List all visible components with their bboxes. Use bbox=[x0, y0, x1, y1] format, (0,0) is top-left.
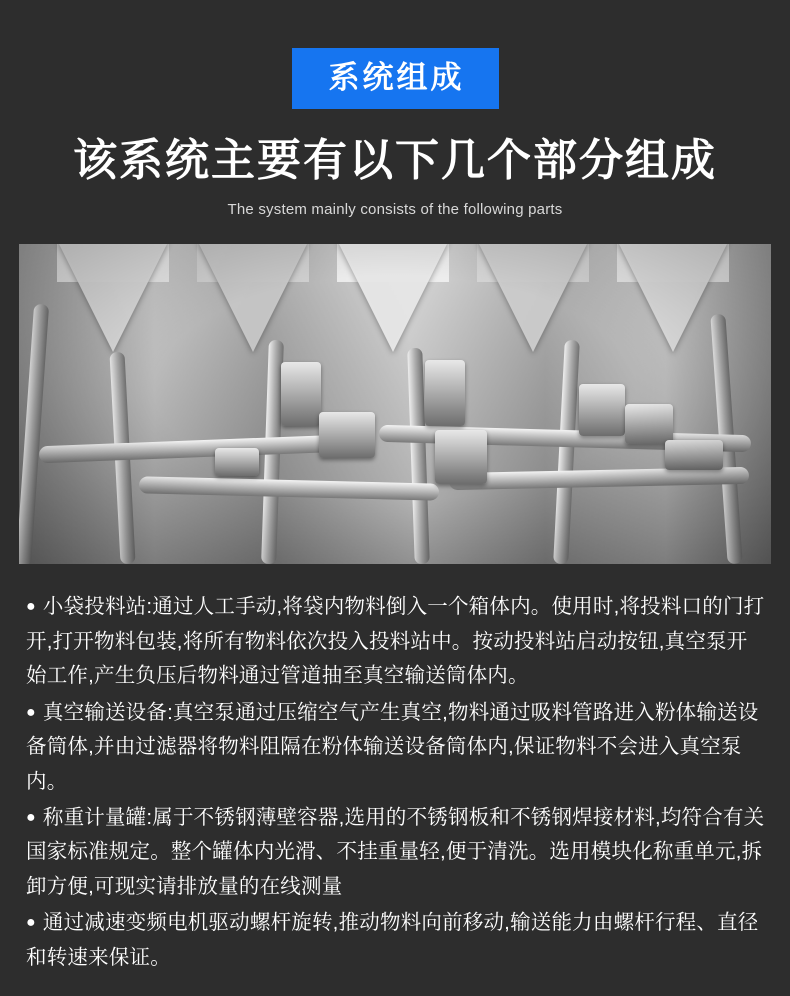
list-item bbox=[26, 801, 768, 904]
bullet-icon: ● bbox=[26, 809, 36, 827]
description-list bbox=[26, 590, 768, 975]
list-item-text: 真空输送设备:真空泵通过压缩空气产生真空,物料通过吸料管路进入粉体输送设备筒体,并由过滤器将物料阻隔在粉体输送设备筒体内,保证物料不会进入真空泵内。 bbox=[26, 700, 759, 793]
badge-row bbox=[0, 0, 790, 109]
list-item bbox=[26, 590, 768, 693]
bullet-icon: ● bbox=[26, 703, 36, 721]
photo-vignette bbox=[19, 244, 771, 564]
equipment-photo bbox=[19, 244, 771, 564]
list-item bbox=[26, 696, 768, 799]
list-item-text: 称重计量罐:属于不锈钢薄壁容器,选用的不锈钢板和不锈钢焊接材料,均符合有关国家标准规定。整个罐体内光滑、不挂重量轻,便于清洗。选用模块化称重单元,拆卸方便,可现实请排放量的在线测量 bbox=[26, 806, 765, 898]
list-item-text: 小袋投料站:通过人工手动,将袋内物料倒入一个箱体内。使用时,将投料口的门打开,打开物料包装,将所有物料依次投入投料站中。按动投料站启动按钮,真空泵开始工作,产生负压后物料通过管道抽至真空输送筒体内。 bbox=[26, 595, 765, 688]
page-title: 该系统主要有以下几个部分组成 bbox=[73, 136, 717, 185]
section-badge: 系统组成 bbox=[292, 48, 499, 109]
list-item bbox=[26, 906, 768, 975]
list-item-text: 通过减速变频电机驱动螺杆旋转,推动物料向前移动,输送能力由螺杆行程、直径和转速来保证。 bbox=[26, 911, 759, 969]
page-subtitle: The system mainly consists of the following parts bbox=[227, 201, 563, 219]
bullet-icon: ● bbox=[26, 598, 36, 616]
bullet-icon: ● bbox=[26, 914, 36, 932]
